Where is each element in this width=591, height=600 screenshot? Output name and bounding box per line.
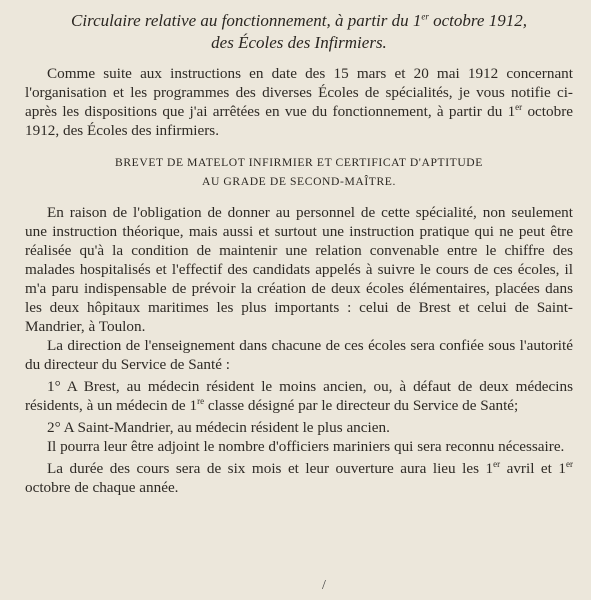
title-line-2: des Écoles des Infirmiers. (211, 32, 387, 52)
section-heading (25, 153, 573, 191)
intro-paragraph: Comme suite aux instructions en date des 15 mars et 20 mai 1912 concernant l'organisation et les programmes des diverses Écoles de spécialités, je vous notifie ci-après les dispositions que j'ai arrêtées en vue du fonctionnement, à partir du 1er octobre 1912, des Écoles des infirmiers. (25, 65, 573, 139)
paragraph-schools-creation: En raison de l'obligation de donner au personnel de cette spécialité, non seulement une instruction théorique, mais aussi et surtout une instruction pratique qui ne peut être réalisée qu'à la condition de maintenir une relation convenable entre le chiffre des malades hospitalisés et l'effectif des candidats appelés à suivre le cours de ces écoles, il m'a paru indispensable de prévoir la création de deux écoles élémentaires, placées dans les deux hôpitaux maritimes les plus importants : celui de Brest et celui de Saint-Mandrier, à Toulon. (25, 204, 573, 335)
circular-title (25, 10, 573, 53)
paragraph-brest: 1° A Brest, au médecin résident le moins ancien, ou, à défaut de deux médecins résidents, à un médecin de 1re classe désigné par le directeur du Service de Santé; (25, 378, 573, 414)
paragraph-officers: Il pourra leur être adjoint le nombre d'officiers mariniers qui sera reconnu nécessaire. (47, 438, 565, 455)
section-heading-line-2: AU GRADE DE SECOND-MAÎTRE. (201, 175, 396, 188)
paragraph-saint-mandrier: 2° A Saint-Mandrier, au médecin résident le plus ancien. (47, 419, 390, 436)
paragraph-course-duration: La durée des cours sera de six mois et leur ouverture aura lieu les 1er avril et 1er octobre de chaque année. (25, 458, 573, 496)
section-heading-line-1: BREVET DE MATELOT INFIRMIER ET CERTIFICAT D'APTITUDE (115, 156, 483, 169)
title-line-1: Circulaire relative au fonctionnement, à partir du 1er octobre 1912, (71, 11, 527, 30)
paragraph-direction: La direction de l'enseignement dans chacune de ces écoles sera confiée sous l'autorité du directeur du Service de Santé : (25, 337, 573, 373)
stray-ink-mark: / (322, 578, 326, 593)
